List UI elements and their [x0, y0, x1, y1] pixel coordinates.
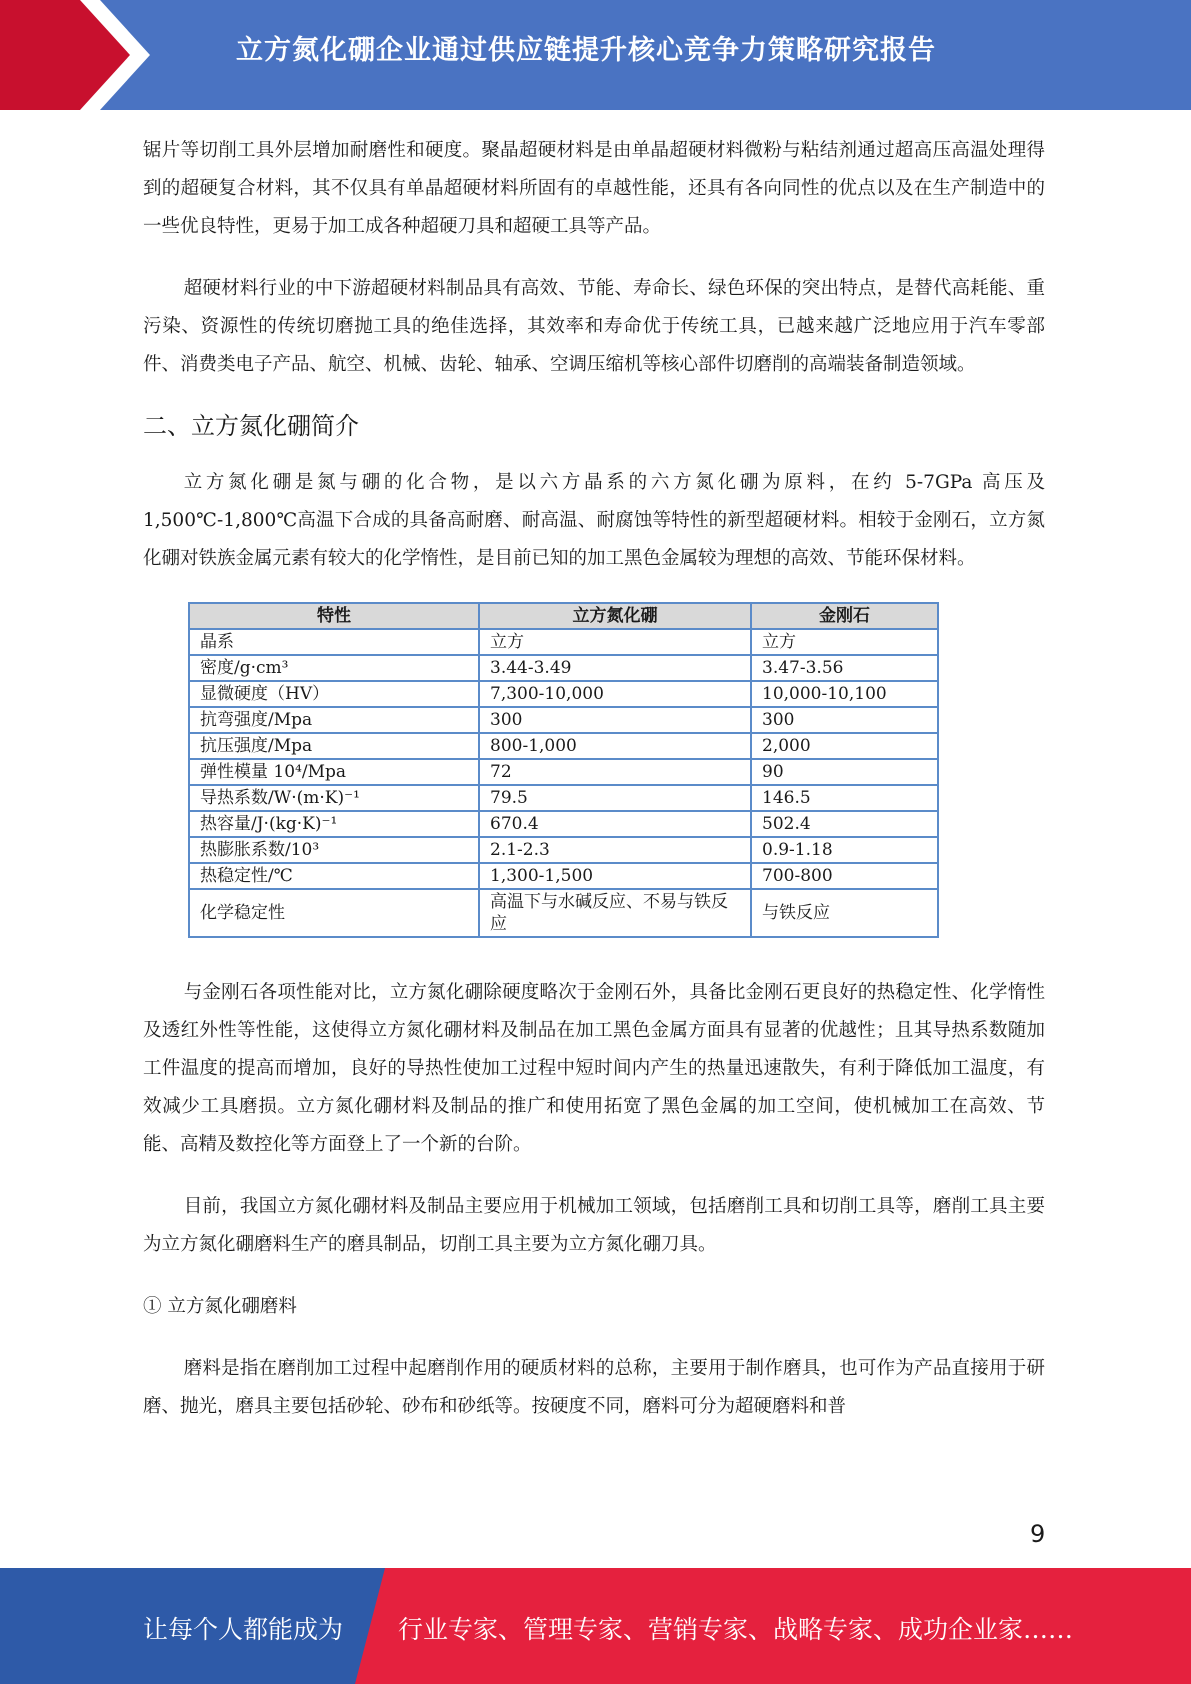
table-cell: 弹性模量 10⁴/Mpa [189, 759, 479, 785]
table-cell: 10,000-10,100 [751, 681, 938, 707]
table-cell: 导热系数/W·(m·K)⁻¹ [189, 785, 479, 811]
table-cell: 立方 [751, 629, 938, 655]
header-title: 立方氮化硼企业通过供应链提升核心竞争力策略研究报告 [236, 35, 936, 66]
table-cell: 800-1,000 [479, 733, 751, 759]
table-cell: 晶系 [189, 629, 479, 655]
table-cell: 3.44-3.49 [479, 655, 751, 681]
table-cell: 7,300-10,000 [479, 681, 751, 707]
table-row [189, 707, 938, 733]
table-cell: 密度/g·cm³ [189, 655, 479, 681]
paragraph: 目前，我国立方氮化硼材料及制品主要应用于机械加工领域，包括磨削工具和切削工具等，磨削工具主要为立方氮化硼磨料生产的磨具制品，切削工具主要为立方氮化硼刀具。 [143, 1196, 1045, 1255]
paragraph: 与金刚石各项性能对比，立方氮化硼除硬度略次于金刚石外，具备比金刚石更良好的热稳定性、化学惰性及透红外性等性能，这使得立方氮化硼材料及制品在加工黑色金属方面具有显著的优越性；且其导热系数随加工件温度的提高而增加，良好的导热性使加工过程中短时间内产生的热量迅速散失，有利于降低加工温度，有效减少工具磨损。立方氮化硼材料及制品的推广和使用拓宽了黑色金属的加工空间，使机械加工在高效、节能、高精及数控化等方面登上了一个新的台阶。 [143, 982, 1045, 1155]
properties-table [188, 602, 939, 938]
table-cell: 热膨胀系数/10³ [189, 837, 479, 863]
table-cell: 1,300-1,500 [479, 863, 751, 889]
footer-slogan-right: 行业专家、管理专家、营销专家、战略专家、成功企业家…… [398, 1615, 1074, 1644]
document-body [143, 132, 1045, 1450]
table-row [189, 811, 938, 837]
table-cell: 0.9-1.18 [751, 837, 938, 863]
table-cell: 显微硬度（HV） [189, 681, 479, 707]
table-cell: 2.1-2.3 [479, 837, 751, 863]
table-row [189, 837, 938, 863]
footer-slogan-left: 让每个人都能成为 [143, 1615, 344, 1644]
table-cell: 2,000 [751, 733, 938, 759]
table-cell: 146.5 [751, 785, 938, 811]
table-header-cell: 金刚石 [751, 603, 938, 629]
paragraph: 磨料是指在磨削加工过程中起磨削作用的硬质材料的总称，主要用于制作磨具，也可作为产品直接用于研磨、抛光，磨具主要包括砂轮、砂布和砂纸等。按硬度不同，磨料可分为超硬磨料和普 [143, 1358, 1045, 1417]
page-footer [0, 1568, 1191, 1684]
table-cell: 502.4 [751, 811, 938, 837]
table-cell: 90 [751, 759, 938, 785]
table-cell: 抗压强度/Mpa [189, 733, 479, 759]
table-cell: 化学稳定性 [189, 889, 479, 937]
table-header-cell: 特性 [189, 603, 479, 629]
table-row [189, 889, 938, 937]
table-row [189, 629, 938, 655]
page-header [0, 0, 1191, 110]
table-cell: 670.4 [479, 811, 751, 837]
section-heading: 二、立方氮化硼简介 [143, 412, 359, 440]
table-cell: 72 [479, 759, 751, 785]
table-cell: 高温下与水碱反应、不易与铁反应 [479, 889, 751, 937]
table-row [189, 681, 938, 707]
table-cell: 300 [751, 707, 938, 733]
paragraph: 锯片等切削工具外层增加耐磨性和硬度。聚晶超硬材料是由单晶超硬材料微粉与粘结剂通过超高压高温处理得到的超硬复合材料，其不仅具有单晶超硬材料所固有的卓越性能，还具有各向同性的优点以及在生产制造中的一些优良特性，更易于加工成各种超硬刀具和超硬工具等产品。 [143, 140, 1045, 237]
table-row [189, 759, 938, 785]
table-cell: 热稳定性/℃ [189, 863, 479, 889]
paragraph: 立方氮化硼是氮与硼的化合物，是以六方晶系的六方氮化硼为原料，在约 5-7GPa 高压及1,500℃-1,800℃高温下合成的具备高耐磨、耐高温、耐腐蚀等特性的新型超硬材料。相较于金刚石，立方氮化硼对铁族金属元素有较大的化学惰性，是目前已知的加工黑色金属较为理想的高效、节能环保材料。 [143, 472, 1045, 569]
table-cell: 3.47-3.56 [751, 655, 938, 681]
table-cell: 抗弯强度/Mpa [189, 707, 479, 733]
table-row [189, 733, 938, 759]
list-item: ① 立方氮化硼磨料 [143, 1296, 297, 1317]
table-cell: 与铁反应 [751, 889, 938, 937]
table-row [189, 863, 938, 889]
properties-table-wrapper [188, 602, 1045, 938]
paragraph: 超硬材料行业的中下游超硬材料制品具有高效、节能、寿命长、绿色环保的突出特点，是替代高耗能、重污染、资源性的传统切磨抛工具的绝佳选择，其效率和寿命优于传统工具，已越来越广泛地应用于汽车零部件、消费类电子产品、航空、机械、齿轮、轴承、空调压缩机等核心部件切磨削的高端装备制造领域。 [143, 278, 1045, 375]
table-cell: 79.5 [479, 785, 751, 811]
table-row [189, 785, 938, 811]
page-number: 9 [1030, 1520, 1046, 1548]
table-cell: 700-800 [751, 863, 938, 889]
table-header-cell: 立方氮化硼 [479, 603, 751, 629]
table-cell: 立方 [479, 629, 751, 655]
table-cell: 300 [479, 707, 751, 733]
table-row [189, 655, 938, 681]
table-cell: 热容量/J·(kg·K)⁻¹ [189, 811, 479, 837]
table-header-row [189, 603, 938, 629]
